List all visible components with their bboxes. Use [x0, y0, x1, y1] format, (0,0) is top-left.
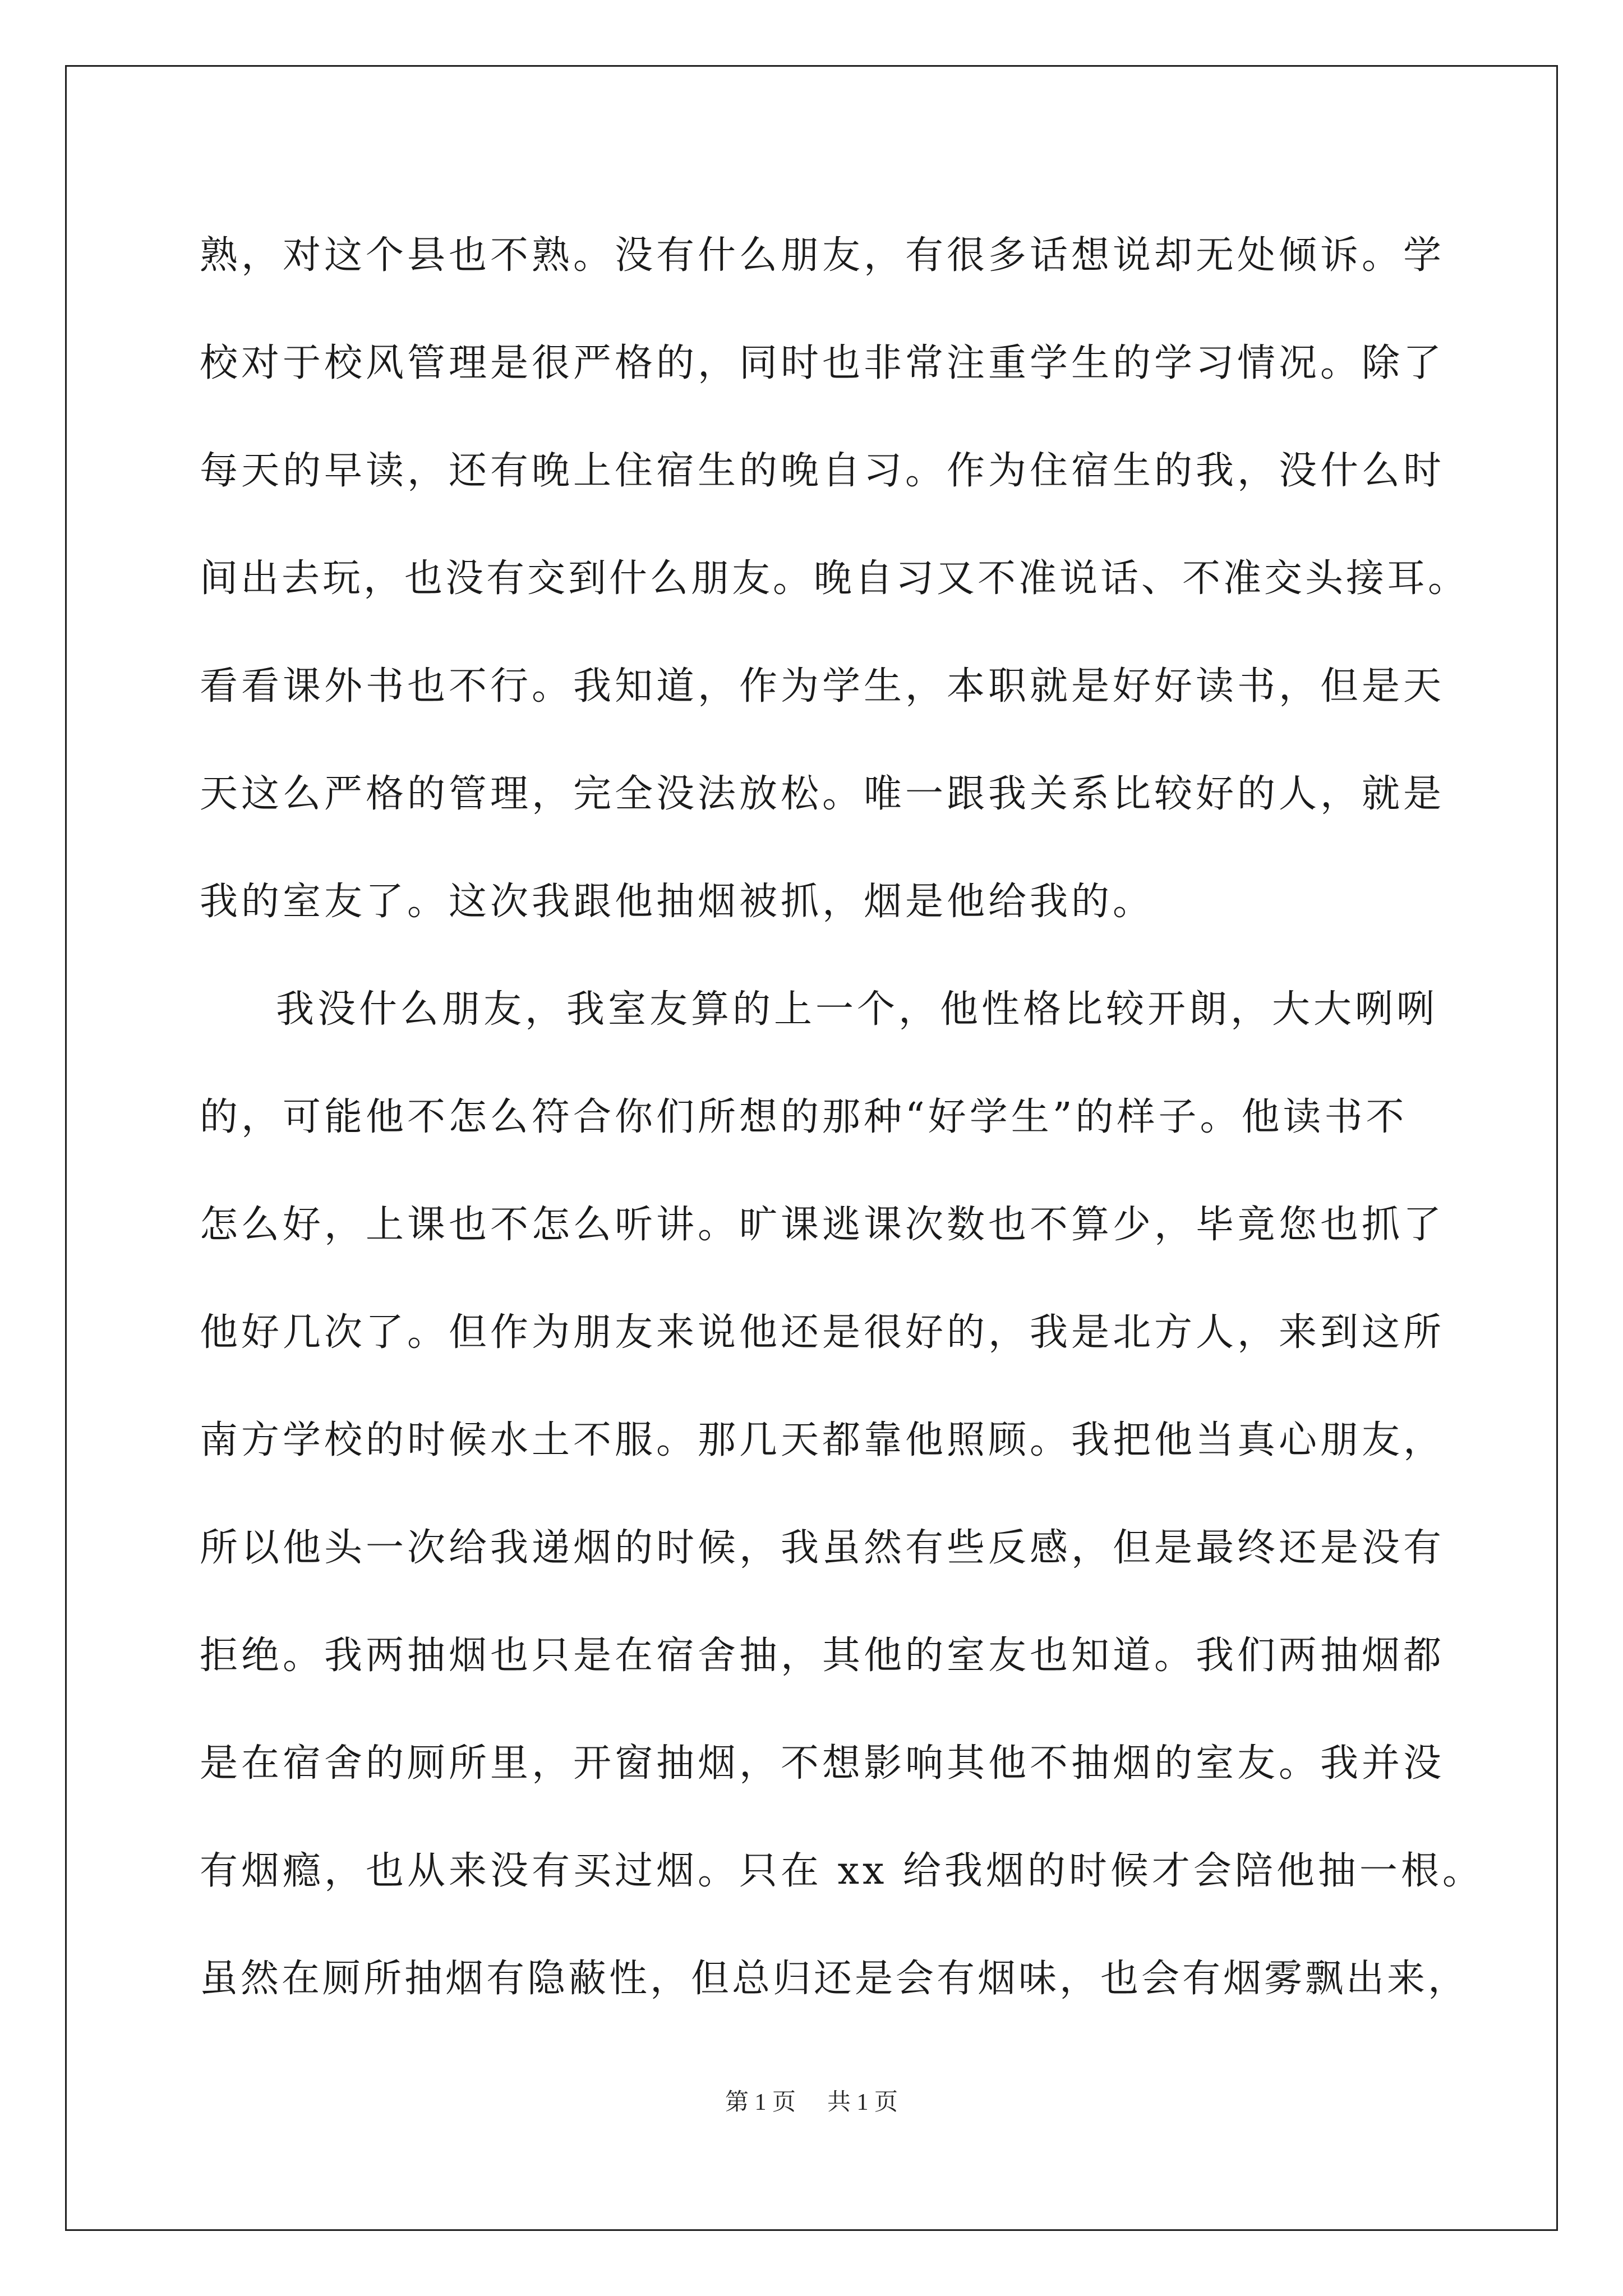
text-line: 有烟瘾，也从来没有买过烟。只在 xx 给我烟的时候才会陪他抽一根。 — [200, 1849, 1484, 1893]
text-line: 他好几次了。但作为朋友来说他还是很好的，我是北方人，来到这所 — [200, 1310, 1445, 1355]
page-total: 共 1 页 — [827, 2090, 898, 2115]
text-line: 拒绝。我两抽烟也只是在宿舍抽，其他的室友也知道。我们两抽烟都 — [200, 1634, 1445, 1678]
text-line: 怎么好，上课也不怎么听讲。旷课逃课次数也不算少，毕竟您也抓了 — [200, 1203, 1445, 1247]
text-line: 的，可能他不怎么符合你们所想的那种“好学生”的样子。他读书不 — [200, 1095, 1408, 1139]
paragraph-start-line: 我没什么朋友，我室友算的上一个，他性格比较开朗，大大咧咧 — [276, 987, 1438, 1032]
text-line: 所以他头一次给我递烟的时候，我虽然有些反感，但是最终还是没有 — [200, 1526, 1445, 1570]
page-number: 第 1 页 — [725, 2090, 796, 2115]
text-line: 天这么严格的管理，完全没法放松。唯一跟我关系比较好的人，就是 — [200, 772, 1445, 816]
text-line: 南方学校的时候水土不服。那几天都靠他照顾。我把他当真心朋友， — [200, 1418, 1445, 1462]
page-footer — [0, 2086, 1623, 2119]
text-line: 熟，对这个县也不熟。没有什么朋友，有很多话想说却无处倾诉。学 — [200, 233, 1445, 278]
text-line: 间出去玩，也没有交到什么朋友。晚自习又不准说话、不准交头接耳。 — [200, 556, 1469, 601]
text-line: 每天的早读，还有晚上住宿生的晚自习。作为住宿生的我，没什么时 — [200, 449, 1445, 493]
text-line: 虽然在厕所抽烟有隐蔽性，但总归还是会有烟味，也会有烟雾飘出来， — [200, 1957, 1469, 2001]
text-line: 看看课外书也不行。我知道，作为学生，本职就是好好读书，但是天 — [200, 664, 1445, 708]
document-body — [200, 202, 1484, 2033]
text-line: 是在宿舍的厕所里，开窗抽烟，不想影响其他不抽烟的室友。我并没 — [200, 1741, 1445, 1786]
text-line: 校对于校风管理是很严格的，同时也非常注重学生的学习情况。除了 — [200, 341, 1445, 385]
text-line: 我的室友了。这次我跟他抽烟被抓，烟是他给我的。 — [200, 880, 1155, 924]
